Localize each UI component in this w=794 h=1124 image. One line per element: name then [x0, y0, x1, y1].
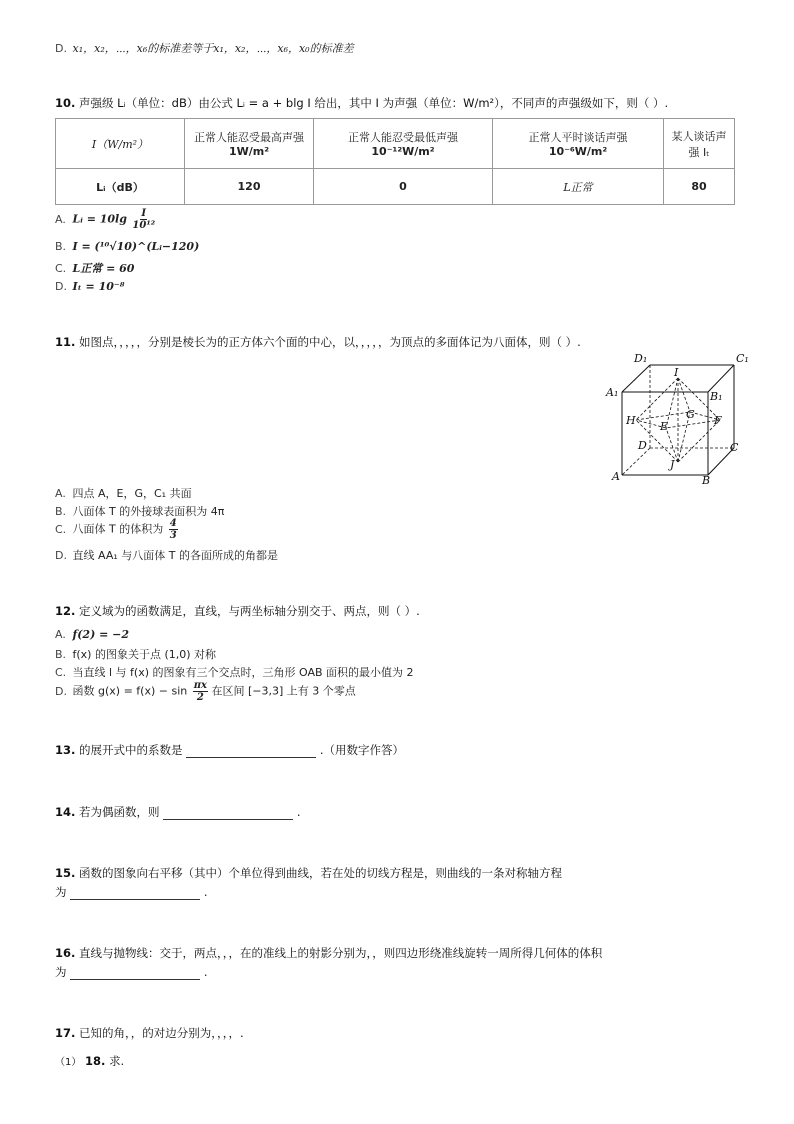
question-number: 15.	[55, 866, 76, 880]
label-g: G	[686, 408, 695, 421]
q16-answer-line: 为 .	[55, 965, 208, 979]
table-cell: L正常	[493, 169, 664, 205]
label-d: D	[638, 439, 647, 452]
q17-stem: 17. 已知的角，，的对边分别为，，，，.	[55, 1026, 244, 1040]
q12-option-d: D. 函数 g(x) = f(x) − sin $\frac{\pi x}{2}$ 在区间 [−3,3] 上有 3 个零点	[55, 680, 356, 703]
question-number: 17.	[55, 1026, 76, 1040]
label-c1: C₁	[736, 352, 749, 365]
answer-blank[interactable]	[186, 745, 316, 758]
question-text: 定义域为的函数满足，直线，与两坐标轴分别交于、两点，则（ ）.	[79, 604, 420, 618]
table-cell: Lᵢ（dB）	[56, 169, 185, 205]
q9-option-d	[55, 40, 354, 56]
q12-option-c: C. 当直线 l 与 f(x) 的图象有三个交点时，三角形 OAB 面积的最小值为 2	[55, 666, 414, 679]
label-c: C	[730, 441, 739, 454]
question-number: 13.	[55, 743, 76, 757]
label-f: F	[714, 414, 722, 427]
answer-blank[interactable]	[70, 887, 200, 900]
label-a: A	[612, 470, 620, 483]
table-header-cell: I（W/m²）	[56, 119, 185, 169]
table-header-cell: 正常人平时谈话声强 10⁻⁶W/m²	[493, 119, 664, 169]
q10-option-d: D. Iₜ = 10⁻⁸	[55, 280, 125, 293]
q13-stem: 13. 的展开式中的系数是 .（用数字作答）	[55, 743, 404, 757]
answer-blank[interactable]	[70, 967, 200, 980]
fraction: $\frac{4}{3}$	[169, 518, 177, 541]
label-d1: D₁	[634, 352, 648, 365]
label-i: I	[674, 366, 679, 379]
option-text: x₁，x₂，⋯，x₆的标准差等于x₁，x₂，⋯，x₆，x₀的标准差	[72, 42, 354, 55]
q11-stem	[55, 334, 581, 350]
q11-option-d: D. 直线 AA₁ 与八面体 T 的各面所成的角都是	[55, 549, 278, 562]
table-header-cell: 某人谈话声强 Iₜ	[664, 119, 735, 169]
label-j: J	[670, 458, 675, 471]
q12-stem	[55, 603, 420, 619]
q14-stem: 14. 若为偶函数，则 .	[55, 805, 301, 819]
q11-option-b: B. 八面体 T 的外接球表面积为 4π	[55, 505, 225, 518]
label-b1: B₁	[710, 390, 723, 403]
q18-stem: （1） 18. 求.	[55, 1054, 125, 1068]
q12-option-b: B. f(x) 的图象关于点 (1,0) 对称	[55, 648, 217, 661]
q10-option-b: B. I = (¹⁰√10)^(Lᵢ−120)	[55, 240, 200, 253]
answer-blank[interactable]	[163, 807, 293, 820]
q12-option-a: A. f(2) = −2	[55, 628, 130, 641]
table-header-cell: 正常人能忍受最低声强 10⁻¹²W/m²	[314, 119, 493, 169]
table-cell: 0	[314, 169, 493, 205]
question-number: 12.	[55, 604, 76, 618]
part-label: （1）	[55, 1057, 82, 1068]
question-number: 10.	[55, 96, 76, 110]
label-e: E	[660, 420, 669, 433]
question-number: 18.	[85, 1054, 106, 1068]
label-h: H	[626, 414, 636, 427]
table-cell: 80	[664, 169, 735, 205]
question-text: 声强级 Lᵢ（单位：dB）由公式 Lᵢ = a + blg I 给出，其中 I 为声强（单位：W/m²），不同声的声强级如下，则（ ）.	[79, 96, 669, 110]
label-a1: A₁	[606, 386, 619, 399]
label-b: B	[702, 474, 711, 487]
q11-option-a: A. 四点 A，E，G，C₁ 共面	[55, 487, 192, 500]
fraction: $\frac{\pi x}{2}$	[193, 680, 207, 703]
q15-stem: 15. 函数的图象向右平移（其中）个单位得到曲线，若在处的切线方程是，则曲线的一条对称轴方程	[55, 866, 563, 880]
table-header-cell: 正常人能忍受最高声强 1W/m²	[185, 119, 314, 169]
q15-answer-line: 为 .	[55, 885, 208, 899]
q10-stem	[55, 95, 668, 111]
table-cell: 120	[185, 169, 314, 205]
sound-level-table	[55, 118, 735, 205]
option-label: D.	[55, 42, 67, 55]
q16-stem: 16. 直线与抛物线：交于，两点，，，在的准线上的射影分别为，，则四边形绕准线旋转一周所得几何体的体积	[55, 946, 603, 960]
question-number: 16.	[55, 946, 76, 960]
question-number: 14.	[55, 805, 76, 819]
cube-octahedron-figure	[600, 350, 760, 490]
q10-option-c: C. L正常 = 60	[55, 262, 135, 275]
q10-option-a: A. Lᵢ = 10lg $\frac{I}{\text{10¹²}}$	[55, 208, 156, 231]
question-number: 11.	[55, 335, 76, 349]
question-text: 如图点，，，，，分别是棱长为的正方体六个面的中心，以，，，，，为顶点的多面体记为八面体，则（ ）.	[79, 335, 581, 349]
q11-option-c: C. 八面体 T 的体积为 $\frac{4}{3}$	[55, 518, 177, 541]
fraction: $\frac{I}{\text{10¹²}}$	[132, 208, 156, 231]
